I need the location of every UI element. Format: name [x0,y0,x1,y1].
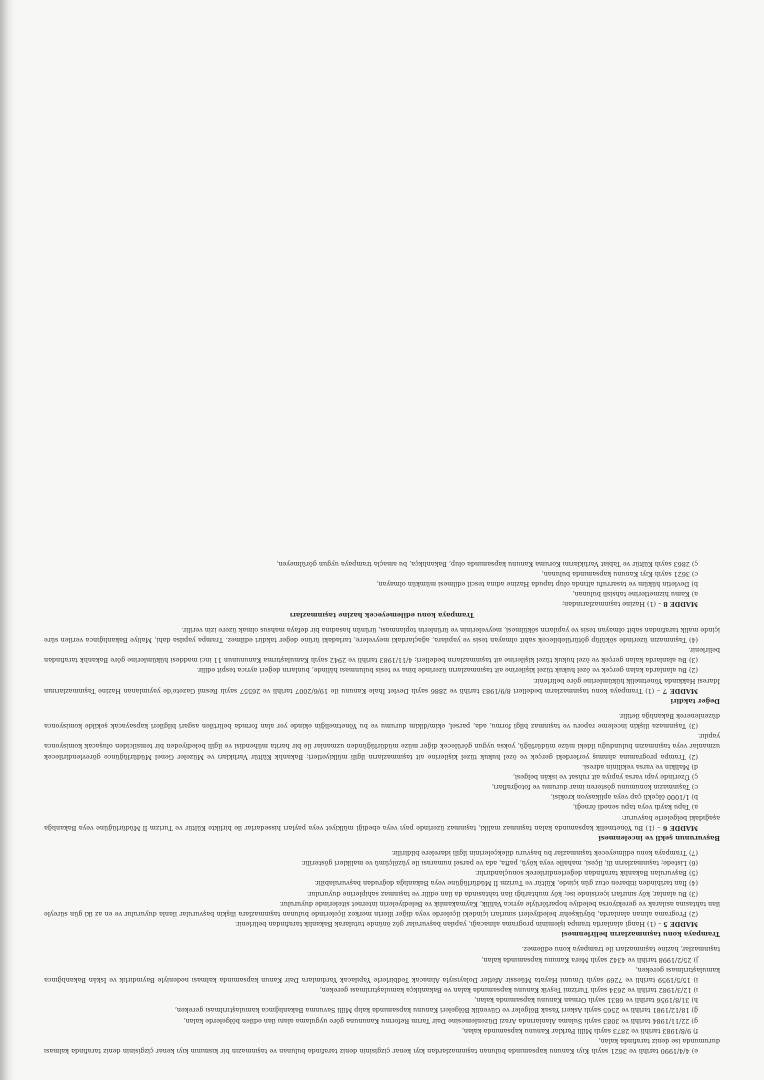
paragraph: (4) İlan tarihinden itibaren otuz gün içinde, Kültür ve Turizm İl Müdürlüğüne veya Bakanlığa doğrudan başvurulabilir. [314,879,698,888]
list-item: c) Taşınmazın konumunu gösteren imar durumu ve fotoğrafları, [491,783,698,792]
list-item: a) Tapu kaydı veya tapu senedi örneği, [572,803,698,812]
paragraph: (6) Listede; taşınmazların ili, ilçesi, mahalle veya köyü, pafta, ada ve parsel numarası ile yüzölçümü ve malikleri gösterilir. [301,859,698,868]
section-heading: Trampaya konu taşınmazların belirlenmesi [561,930,720,939]
article-label: MADDE 6 [662,823,698,832]
binding-shadow [0,0,14,1080]
article-paragraph [44,675,720,695]
list-item: b) Devletin hüküm ve tasarrufu altında olup tapuda Hazine adına tescil edilmesi mümkün olmayan, [376,580,698,589]
article-text: – (1) Trampaya konu taşınmazların bedelleri 8/9/1983 tarihli ve 2886 sayılı Devlet İhale Kanunu ile 19/6/2007 tarihli ve 26557 sayılı Resmî Gazete'de yayımlanan Hazine Taşınmazlarının İdaresi Hakkında Yönetmelik hükümlerine göre belirlenir. [44,676,720,695]
article-label: MADDE 7 [662,686,698,695]
list-item: ı) 12/3/1982 tarihli ve 2634 sayılı Turizmi Teşvik Kanunu kapsamında kalan ve Bakanlıkça kamulaştırılması gereken, [319,986,698,995]
article-text: – (1) Hazine taşınmazlarından; [561,600,662,609]
list-item: ğ) 18/12/1981 tarihli ve 2565 sayılı Askeri Yasak Bölgeler ve Güvenlik Bölgeleri Kanunu kapsamında kalıp Milli Savunma Bakanlığınca kamulaştırılması gereken, [174,1006,698,1015]
paragraph: (7) Trampaya konu edilmeyecek taşınmazlar bu başvuru dilekçelerinin ilgili idarelere bildirilir. [391,849,698,858]
paragraph: (5) Başvurulan Bakanlık tarafından değerlendirilerek sonuçlandırılır. [474,869,698,878]
paragraph: (3) Bu alanlarda kalan gerçek ve özel hukuk tüzel kişilerine ait taşınmazların bedelleri; 4/11/1983 tarihli ve 2942 sayılı Kamulaştırma Kanununun 11 inci maddesi hükümlerine göre Bakanlık tarafından belirlenir. [44,646,720,665]
list-item: a) Kamu hizmetlerine tahsisli bulunan, [572,590,698,599]
list-item: b) 1/1000 ölçekli çap veya aplikasyon krokisi, [550,793,698,802]
paragraph: (4) Taşınmazın üzerinde sökülüp götürülebilecek sabit olmayan tesis ve yapılara, ağaçlardaki meyvelere, tarladaki ürüne değer takdiri edilmez. Trampa yapılsa dahi, Maliye Bakanlığınca verilen süre içinde malik tarafından sabit olmayan tesis ve yapıların sökülmesi, meyvelerinin ve ürünlerin toplanması, ürünün hasadına bir defaya mahsus olmak üzere izin verilir. [44,625,720,644]
section-heading: Trampaya konu edilemeyecek hazine taşınmazları [289,610,475,619]
list-item: f) 9/8/1983 tarihli ve 2873 sayılı Milli Parklar Kanunu kapsamında kalan, [461,1026,698,1035]
paragraph: (3) Bu alanlar, köy sınırları içerisinde ise; köy muhtarlığı ilan tahtasında da ilan edilir ve taşınmaz sahiplerine duyurulur. [306,889,698,898]
list-item: j) 25/2/1998 tarihli ve 4342 sayılı Mera Kanunu kapsamında kalan, [481,955,698,964]
list-item: g) 22/11/1984 tarihli ve 3083 sayılı Sulama Alanlarında Arazi Düzenlemesine Dair Tarım Reformu Kanununa göre uygulama alanı ilan edilen bölgelerde kalan, [183,1016,698,1025]
list-item: ç) 2863 sayılı Kültür ve Tabiat Varlıklarını Koruma Kanunu kapsamında olup, Bakanlıkça, bu amaçla trampaya uygun görülmeyen, [276,559,698,568]
section-heading: Değer takdiri [670,696,720,705]
paragraph: (2) Programa alınan alanlarda, büyükşehir belediyeleri sınırları içindeki ilçelerde veya diğer illerin merkez ilçelerinde bulunan taşınmazlara ilişkin başvurular ilanla duyurulur ve en az iki gün süreyle ilan tahtasına asılarak ve gerekiyorsa belediye hoparlörüyle ayrıca Valilik, Kaymakamlık ve Belediyelerin internet sitelerinde duyurulur. [44,899,720,918]
document-body-upside-down [44,76,720,1056]
list-item: d) Malikin ve varsa vekilinin adresi. [582,762,698,771]
list-item: ç) Üzerinde yapı varsa yapıya ait ruhsat ve iskân belgesi, [512,772,698,781]
article-label: MADDE 5 [663,920,698,929]
article-paragraph [44,919,720,929]
paragraph: (2) Trampa programına alınmış yerlerdeki gerçek ve özel hukuk tüzel kişilerine ait taşınmazların ilgili mülkiyetleri; Bakanlık Kültür Varlıkları ve Müzeler Genel Müdürlüğünce görevlendirilecek uzmanlar veya taşınmazın bulunduğu ildeki müze müdürlüğü, yoksa uygun görülecek diğer müze müdürlüğünden uzmanlar ile bir harita mühendisi ve ilgili belediyeden bir temsilciden oluşacak komisyonca yapılır. [44,732,720,761]
closing-sentence: taşınmazlar, hazine taşınmazları ile trampaya konu edilemez. [521,945,720,954]
section-heading: Başvurunun şekli ve incelenmesi [598,833,720,842]
article-paragraph [44,599,720,609]
list-item: h) 31/8/1956 tarihli ve 6831 sayılı Orman Kanunu kapsamında kalan, [474,996,698,1005]
article-label: MADDE 8 [663,600,698,609]
paragraph: (2) Bu alanlarda kalan gerçek ve özel hukuk tüzel kişilerine ait taşınmazların üzerinde bina ve tesis bulunması hâlinde, bunların değeri ayrıca tespit edilir. [196,666,698,675]
article-text: – (1) Hangi alanlarda trampa işleminin programa alınacağı, yapılan başvurular göz önünde tutularak Bakanlık tarafından belirlenir. [234,920,662,929]
article-text: – (1) Bu Yönetmelik kapsamında kalan taşınmaz maliki, taşınmaz üzerinde payı veya ebediği mülkiyet veya payları hissedarlar ile birlikte Kültür ve Turizm İl Müdürlüğüne veya Bakanlığa aşağıdaki belgelerle başvurur: [44,813,720,832]
paragraph: (3) Taşınmaza ilişkin inceleme raporu ve taşınmaz bilgi formu, ada, parsel, ekim/dikim durumu ve bu Yönetmeliğin ekinde yer alan formda belirtilen asgari bilgileri kapsayacak şekilde komisyonca düzenlenerek Bakanlığa iletilir. [44,712,720,731]
list-item: e) 4/4/1990 tarihli ve 3621 sayılı Kıyı Kanunu kapsamında bulunan taşınmazlardan kıyı kenar çizgisinin deniz tarafında bulunan ve taşınmazın bir kısmının kıyı kenar çizgisinin deniz tarafında kalması durumunda ise deniz tarafında kalan, [44,1036,720,1055]
list-item: c) 3621 sayılı Kıyı Kanunu kapsamında bulunan, [541,569,698,578]
article-paragraph [44,812,720,832]
list-item: i) 15/5/1959 tarihli ve 7269 sayılı Umumi Hayata Müessir Afetler Dolayısıyla Alınacak Tedbirlerle Yapılacak Yardımlara Dair Kanun kapsamında kalması nedeniyle Bayındırlık ve İskân Bakanlığınca kamulaştırılması gereken, [44,965,720,984]
